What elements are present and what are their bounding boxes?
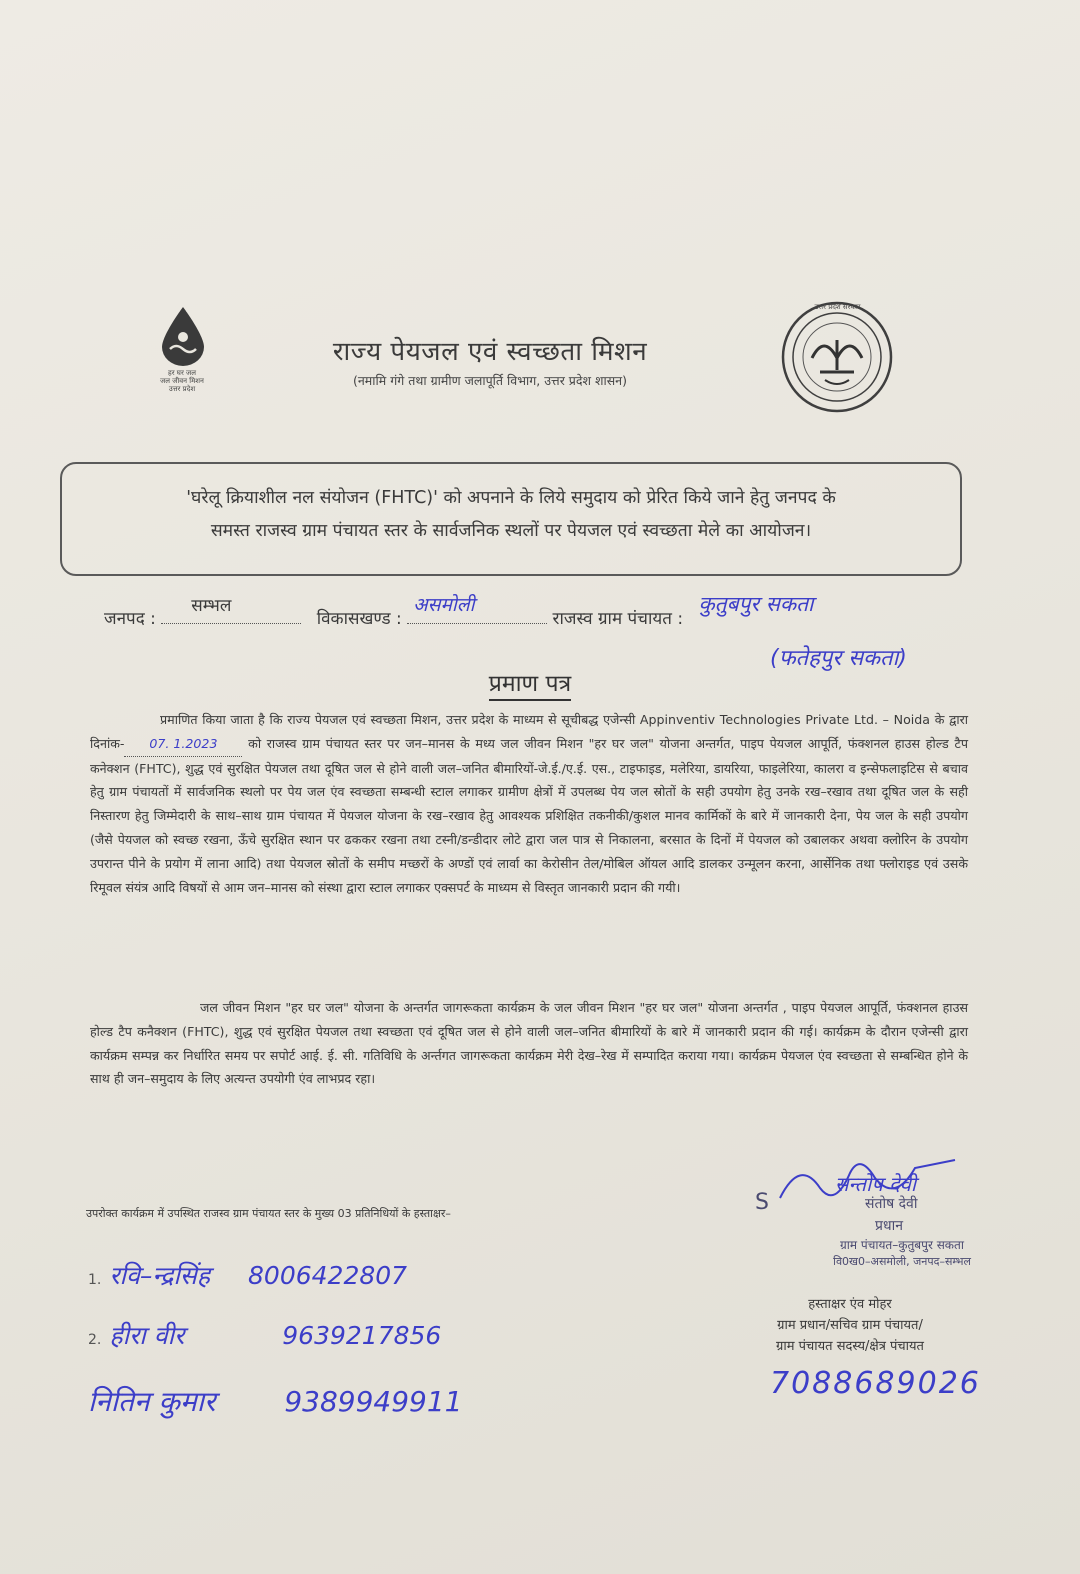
paragraph-1-rest: को राजस्व ग्राम पंचायत स्तर पर जन–मानस के मध्य जल जीवन मिशन "हर घर जल" योजना अन्तर्गत, पाइप पेयजल आपूर्ति, फंक्शनल हाउस होल्ड टैप कनेक्शन (FHTC), शुद्ध एवं सुरक्षित पेयजल तथा दूषित जल से होने वाली जल–जनित बीमारियों-जे.ई./ए.ई. एस., टाइफाइड, मलेरिया, डायरिया, फाइलेरिया, कालरा व इन्सेफलाइटिस से बचाव हेतु ग्राम पंचायतों में सार्वजनिक स्थलो पर पेय जल एंव स्वच्छता सम्बन्धी स्टाल लगाकर ग्रामीण क्षेत्रों में उपलब्ध पेय जल स्रोतों के सही उपयोग हेतु उनके रख–रखाव तथा दूषित जल के सही निस्तारण हेतु जिम्मेदारी के साथ–साथ ग्राम पंचायत में पेयजल योजना के रख–रखाव हेतु आवश्यक प्रशिक्षित तकनीकी/कुशल मानव कार्मिकों के बारे में जानकारी देना, पेय जल के सही उपयोग (जैसे पेयजल को स्वच्छ रखना, ऊँचे सुरक्षित स्थान पर ढककर रखना तथा टस्नी/डन्डीदार लोटे द्वारा जल पात्र से निकालना, बरसात के दिनों में पेयजल को उबालकर अथवा क्लोरिन के उपयोग उपरान्त पीने के प्रयोग में लाना आदि) तथा पेयजल स्रोतों के समीप मच्छरों के अण्डों एवं लार्वा का केरोसीन तेल/मोबिल ऑयल आदि डालकर उन्मूलन करना, आर्सेनिक तथा फ्लोराइड एवं उसके रिमूवल संयंत्र आदि विषयों से आम जन–मानस को संस्था द्वारा स्टाल लगाकर एक्सपर्ट के माध्यम से विस्तृत जानकारी प्रदान की गयी। bbox=[90, 735, 968, 895]
representative-2 bbox=[88, 1318, 441, 1352]
signatory-caption bbox=[715, 1294, 985, 1357]
block-field bbox=[407, 594, 547, 624]
signature: सन्तोष देवी bbox=[835, 1172, 917, 1196]
stamp-line-2: वि0ख0–असमोली, जनपद–सम्भल bbox=[833, 1255, 971, 1268]
rep-1-num: 1. bbox=[88, 1272, 102, 1288]
certificate-paragraph-1 bbox=[90, 708, 968, 899]
signatory-phone: 7088689026 bbox=[770, 1366, 981, 1401]
rep-2-num: 2. bbox=[88, 1332, 102, 1348]
panchayat-value: कुतुबपुर सकता bbox=[698, 592, 814, 616]
rep-3-phone: 9389949911 bbox=[284, 1385, 463, 1418]
rep-2-name: हीरा वीर bbox=[109, 1321, 185, 1350]
representative-3 bbox=[88, 1382, 462, 1420]
stamp-role: प्रधान bbox=[875, 1218, 903, 1234]
location-fields bbox=[104, 592, 1034, 629]
stamp-prefix: S bbox=[755, 1190, 769, 1215]
department-subtitle: (नमामि गंगे तथा ग्रामीण जलापूर्ति विभाग, उत्तर प्रदेश शासन) bbox=[352, 373, 627, 388]
certificate-heading: प्रमाण पत्र bbox=[440, 666, 620, 698]
rep-2-phone: 9639217856 bbox=[282, 1321, 442, 1350]
paragraph-1-start: प्रमाणित किया जाता है कि राज्य पेयजल एवं स्वच्छता मिशन, उत्तर प्रदेश के माध्यम से सूचीबद्ध एजेन्सी Appinventiv Technologies Private Ltd. – Noida के द्वारा दिनांक- bbox=[90, 712, 968, 751]
representative-1 bbox=[88, 1258, 407, 1292]
signature-caption-1: हस्ताक्षर एंव मोहर bbox=[808, 1297, 892, 1312]
rep-1-name: रवि–न्द्रसिंह bbox=[109, 1261, 211, 1290]
block-value: असमोली bbox=[413, 594, 475, 616]
rep-3-name: नितिन कुमार bbox=[88, 1385, 216, 1418]
paragraph-2-text: जल जीवन मिशन "हर घर जल" योजना के अन्तर्गत जागरूकता कार्यक्रम के जल जीवन मिशन "हर घर जल" योजना अन्तर्गत , पाइप पेयजल आपूर्ति, फंक्शनल हाउस होल्ड टैप कनैक्शन (FHTC), शुद्ध एवं सुरक्षित पेयजल तथा स्वच्छता एवं दूषित जल से होने वाली जल–जनित बीमारियों के बारे में जानकारी प्रदान की गई। कार्यक्रम के दौरान एजेन्सी द्वारा कार्यक्रम सम्पन्न कर निर्धारित समय पर सपोर्ट आई. ई. सी. गतिविधि के अर्न्तगत जागरूकता कार्यक्रम मेरी देख–रेख में सम्पादित कराया गया। कार्यक्रम पेयजल एंव स्वच्छता से सम्बन्धित होने के साथ ही जन–समुदाय के लिए अत्यन्त उपयोगी एंव लाभप्रद रहा। bbox=[90, 1000, 968, 1087]
district-field bbox=[161, 596, 301, 624]
notice-text bbox=[78, 482, 944, 548]
program-date: 07. 1.2023 bbox=[124, 732, 242, 757]
logo-caption: हर घर जल जल जीवन मिशन उत्तर प्रदेश bbox=[160, 369, 204, 393]
notice-line-2: समस्त राजस्व ग्राम पंचायत स्तर के सार्वजनिक स्थलों पर पेयजल एवं स्वच्छता मेले का आयोजन। bbox=[210, 521, 812, 541]
certificate-paragraph-2 bbox=[90, 996, 968, 1091]
signature-caption-2: ग्राम प्रधान/सचिव ग्राम पंचायत/ bbox=[777, 1318, 923, 1333]
jal-jeevan-mission-logo bbox=[132, 305, 232, 405]
signature-caption-3: ग्राम पंचायत सदस्य/क्षेत्र पंचायत bbox=[776, 1339, 924, 1354]
panchayat-value-alt: (फतेहपुर सकता) bbox=[770, 646, 907, 671]
panchayat-field bbox=[688, 592, 888, 624]
seal-text: उत्तर प्रदेश सरकार bbox=[814, 303, 861, 311]
stamp-line-1: ग्राम पंचायत–कुतुबपुर सकता bbox=[840, 1238, 964, 1252]
mission-title: राज्य पेयजल एवं स्वच्छता मिशन bbox=[332, 337, 648, 367]
notice-box bbox=[60, 462, 962, 576]
rep-1-phone: 8006422807 bbox=[248, 1261, 408, 1290]
district-label: जनपद : bbox=[104, 609, 156, 629]
block-label: विकासखण्ड : bbox=[316, 609, 402, 629]
water-drop-icon bbox=[158, 305, 208, 367]
panchayat-label: राजस्व ग्राम पंचायत : bbox=[552, 609, 684, 629]
up-government-seal bbox=[780, 300, 895, 415]
notice-line-1: 'घरेलू क्रियाशील नल संयोजन (FHTC)' को अपनाने के लिये समुदाय को प्रेरित किये जाने हेतु जनपद के bbox=[186, 488, 836, 508]
representatives-label: उपरोक्त कार्यक्रम में उपस्थित राजस्व ग्राम पंचायत स्तर के मुख्य 03 प्रतिनिधियों के हस्ताक्षर– bbox=[86, 1207, 451, 1220]
stamp-name: संतोष देवी bbox=[865, 1196, 918, 1212]
district-value: सम्भल bbox=[191, 596, 232, 616]
